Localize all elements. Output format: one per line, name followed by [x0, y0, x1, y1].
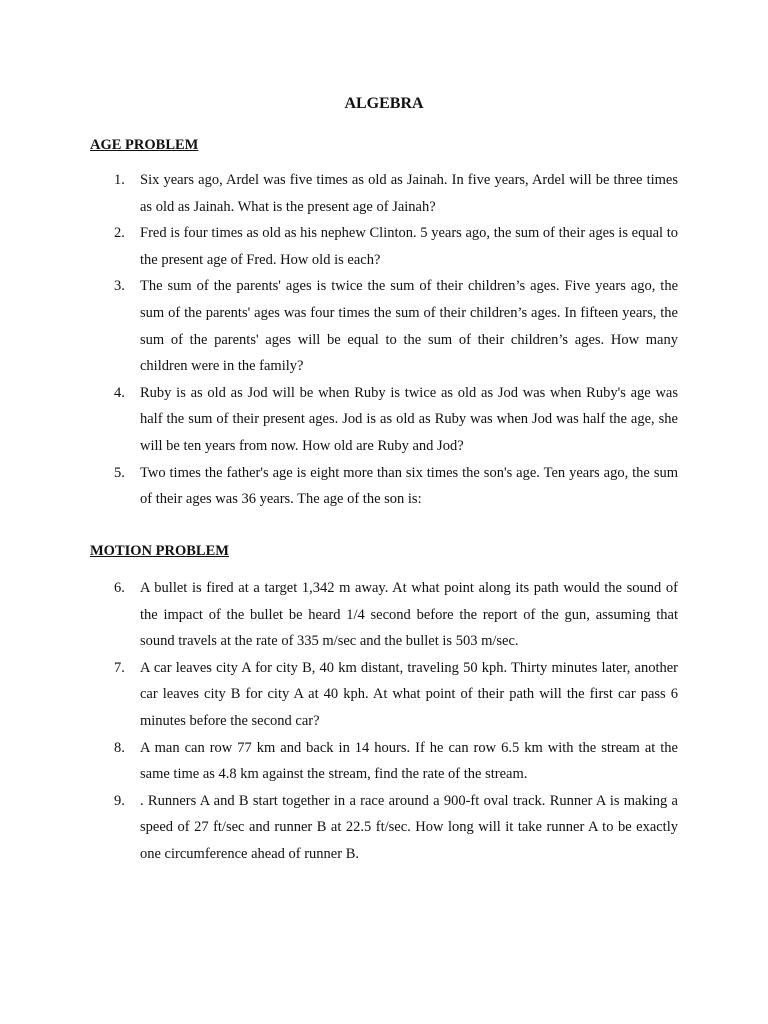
problem-item [0, 575, 678, 655]
problem-text: Six years ago, Ardel was five times as old as Jainah. In five years, Ardel will be three times as old as Jainah. What is the present age of Jainah? [140, 172, 678, 215]
section-heading-motion-problem: MOTION PROBLEM [90, 543, 229, 559]
problem-item [0, 460, 678, 513]
problem-text: A bullet is fired at a target 1,342 m away. At what point along its path would the sound of the impact of the bullet be heard 1/4 second before the report of the gun, assuming that sound travels at the rate of 335 m/sec and the bullet is 503 m/sec. [140, 580, 678, 650]
problem-number: 2. [114, 225, 125, 242]
problem-item [0, 220, 678, 273]
problem-item [0, 655, 678, 735]
problem-text: Two times the father's age is eight more than six times the son's age. Ten years ago, the sum of their ages was 36 years. The age of the son is: [140, 464, 678, 508]
problem-text: A car leaves city A for city B, 40 km distant, traveling 50 kph. Thirty minutes later, another car leaves city B for city A at 40 kph. At what point of their path will the first car pass 6 minutes before the second car? [140, 659, 678, 729]
problem-item [0, 273, 678, 379]
age-problem-list [0, 167, 768, 513]
problem-text: . Runners A and B start together in a race around a 900-ft oval track. Runner A is making a speed of 27 ft/sec and runner B at 22.5 ft/sec. How long will it take runner A to be exactly one circumference ahead of runner B. [140, 792, 678, 862]
problem-number: 5. [114, 464, 125, 481]
problem-number: 4. [114, 384, 125, 401]
problem-text: A man can row 77 km and back in 14 hours. If he can row 6.5 km with the stream at the same time as 4.8 km against the stream, find the rate of the stream. [140, 739, 678, 783]
section-heading-age-problem: AGE PROBLEM [90, 137, 199, 153]
problem-item [0, 167, 678, 220]
problem-number: 7. [114, 659, 125, 676]
problem-item [0, 735, 678, 788]
problem-number: 1. [114, 172, 125, 188]
problem-number: 3. [114, 278, 125, 295]
problem-text: The sum of the parents' ages is twice the sum of their children’s ages. Five years ago, the sum of the parents' ages was four times the sum of their children’s ages. In fifteen years, the sum of the parents' ages will be equal to the sum of their children’s ages. How many children were in the family? [140, 278, 678, 375]
problem-text: Ruby is as old as Jod will be when Ruby is twice as old as Jod was when Ruby's age was half the sum of their present ages. Jod is as old as Ruby was when Jod was half the age, she will be ten years from now. How old are Ruby and Jod? [140, 384, 678, 454]
problem-number: 8. [114, 739, 125, 756]
problem-number: 9. [114, 792, 125, 809]
problem-item [0, 788, 678, 868]
document-title: ALGEBRA [344, 95, 424, 112]
problem-text: Fred is four times as old as his nephew Clinton. 5 years ago, the sum of their ages is equal to the present age of Fred. How old is each? [140, 225, 678, 268]
motion-problem-list [0, 575, 768, 868]
problem-item [0, 380, 678, 460]
problem-number: 6. [114, 580, 125, 596]
